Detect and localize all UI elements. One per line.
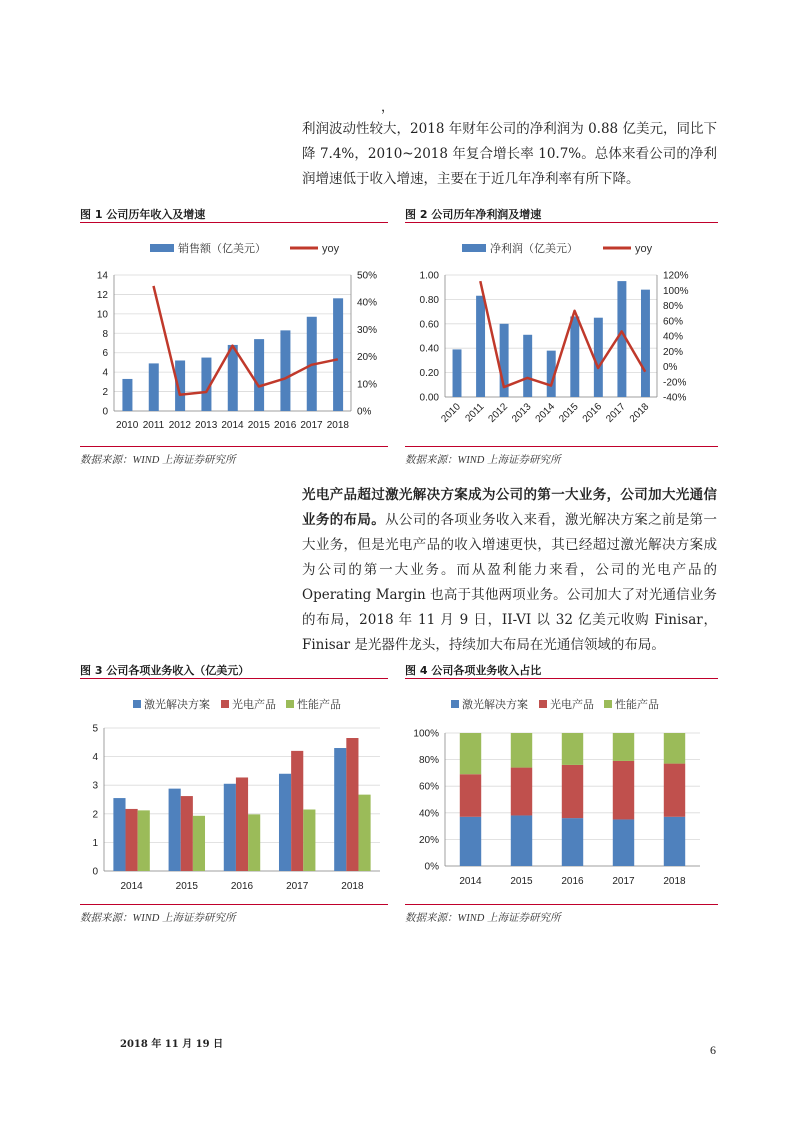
legend-swatch [133,700,141,708]
x-tick-label: 2018 [326,420,349,431]
bar-2015 [511,768,532,816]
y-tick-label: 3 [92,780,98,792]
bar-2014 [460,733,481,774]
legend-swatch [451,700,459,708]
x-tick-label: 2011 [463,401,487,425]
bar-2014 [460,817,481,866]
y-tick-label: 20% [418,834,439,846]
bar-2011 [476,296,485,397]
fig2-top-rule [405,222,718,223]
x-tick-label: 2015 [247,420,270,431]
x-tick-label: 2016 [580,401,605,425]
y2-tick-label: 100% [663,285,689,297]
y-tick-label: 0 [92,866,98,878]
paragraph-business-lead: 光电产品超过激光解决方案成为公司的第一大业务，公司加大光通信业务的布局。 [302,487,717,528]
y-tick-label: 6 [102,348,108,360]
bar-2016 [280,330,290,411]
bar-2018 [333,298,343,411]
y-tick-label: 100% [413,728,439,740]
legend-swatch [604,700,612,708]
fig3-bottom-rule [80,904,388,905]
y-tick-label: 80% [418,755,439,767]
y2-tick-label: 0% [357,406,372,418]
bar-2017 [279,774,291,871]
bar-2018 [664,817,685,866]
legend-line-label: yoy [322,243,340,255]
bar-2015 [511,815,532,866]
paragraph-net-profit: 利润波动性较大，2018 年财年公司的净利润为 0.88 亿美元，同比下降 7.4%，2010~2018 年复合增长率 10.7%。总体来看公司的净利润增速低于收入增速，主要在于近几年净利率有所下降。 [302,121,717,187]
bar-2017 [291,751,303,871]
legend-line-label: yoy [635,243,653,255]
bar-2018 [346,738,358,871]
fig1-source: 数据来源：WIND 上海证券研究所 [80,455,236,466]
bar-2018 [358,795,370,871]
fig4-bottom-rule [405,904,718,905]
x-tick-label: 2015 [175,881,198,892]
bar-2017 [303,810,315,871]
bar-2018 [664,764,685,817]
legend-swatch [221,700,229,708]
bar-2016 [562,765,583,818]
bar-2017 [613,733,634,761]
x-tick-label: 2012 [486,401,511,425]
bar-2015 [169,789,181,871]
y2-tick-label: -20% [663,377,687,389]
legend-label: 性能产品 [297,699,341,711]
bar-2016 [224,784,236,871]
y-tick-label: 12 [96,289,108,301]
bar-2015 [181,796,193,871]
bar-2014 [126,809,138,871]
bar-2018 [641,290,650,397]
x-tick-label: 2017 [300,420,323,431]
y-tick-label: 4 [92,752,98,764]
bar-2010 [453,349,462,397]
x-tick-label: 2018 [663,876,686,887]
y2-tick-label: 120% [663,270,689,282]
y-tick-label: 14 [96,270,108,282]
fig1-chart [80,228,388,440]
fig4-source: 数据来源：WIND 上海证券研究所 [405,913,561,924]
fig2-bottom-rule [405,446,718,447]
y-tick-label: 5 [92,723,98,735]
legend-label: 激光解决方案 [462,699,528,711]
bar-2015 [511,733,532,768]
fig3-title: 图 3 公司各项业务收入（亿美元） [80,664,250,677]
x-tick-label: 2017 [612,876,635,887]
y2-tick-label: 50% [357,270,378,282]
y-tick-label: 0.00 [419,392,439,404]
y-tick-label: 60% [418,781,439,793]
footer-date: 2018 年 11 月 19 日 [120,1039,224,1050]
bar-2018 [334,748,346,871]
x-tick-label: 2014 [221,420,244,431]
fig1-top-rule [80,222,388,223]
y-tick-label: 0.40 [419,343,439,355]
paragraph-business [302,483,717,658]
paragraph-business-body: 从公司的各项业务收入来看，激光解决方案之前是第一大业务，但是光电产品的收入增速更快，其已经超过激光解决方案成为公司的第一大业务。而从盈利能力来看，公司的光电产品的 Operating Margin 也高于其他两项业务。公司加大了对光通信业务的布局，2018 年 11 月 9 日，II-VI 以 32 亿美元收购 Finisar，Finisar 是光器件龙头，持续加大布局在光通信领域的布局。 [302,512,718,653]
fig1-title: 图 1 公司历年收入及增速 [80,208,206,221]
fig2-chart [405,228,718,440]
x-tick-label: 2014 [120,881,143,892]
legend-label: 光电产品 [550,699,594,711]
x-tick-label: 2014 [533,401,558,425]
fig3-chart [80,684,388,898]
fig4-title: 图 4 公司各项业务收入占比 [405,664,542,677]
bar-2014 [138,810,150,871]
y2-tick-label: -40% [663,392,687,404]
y-tick-label: 10 [96,309,108,321]
bar-2016 [248,814,260,871]
legend-swatch [539,700,547,708]
legend-bar-swatch [150,244,174,252]
fig2-title: 图 2 公司历年净利润及增速 [405,208,542,221]
x-tick-label: 2016 [561,876,584,887]
legend-label: 激光解决方案 [144,699,210,711]
bar-2014 [228,345,238,411]
x-tick-label: 2011 [142,420,165,431]
x-tick-label: 2014 [459,876,482,887]
y2-tick-label: 10% [357,379,378,391]
y-tick-label: 0.60 [419,319,439,331]
bar-2016 [236,777,248,871]
fig1-bottom-rule [80,446,388,447]
y-tick-label: 0 [102,406,108,418]
y-tick-label: 0% [424,861,439,873]
fig3-top-rule [80,678,388,679]
bar-2010 [122,379,132,411]
y-tick-label: 4 [102,367,108,379]
y2-tick-label: 30% [357,324,378,336]
bar-2016 [562,818,583,866]
bar-2016 [562,733,583,765]
y-tick-label: 0.80 [419,294,439,306]
y2-tick-label: 40% [663,331,684,343]
y-tick-label: 8 [102,328,108,340]
fig2-source: 数据来源：WIND 上海证券研究所 [405,455,561,466]
legend-bar-swatch [462,244,486,252]
bar-2016 [594,318,603,397]
x-tick-label: 2018 [627,401,652,425]
y2-tick-label: 20% [663,346,684,358]
bar-2017 [613,761,634,820]
x-tick-label: 2017 [286,881,309,892]
y-tick-label: 0.20 [419,368,439,380]
fig4-chart [405,684,718,898]
bar-2015 [254,339,264,411]
y2-tick-label: 40% [357,297,378,309]
y2-tick-label: 20% [357,352,378,364]
x-tick-label: 2018 [341,881,364,892]
x-tick-label: 2013 [195,420,218,431]
x-tick-label: 2017 [604,401,628,425]
bar-2015 [193,816,205,871]
fig3-source: 数据来源：WIND 上海证券研究所 [80,913,236,924]
y-tick-label: 2 [102,387,108,399]
legend-label: 性能产品 [615,699,659,711]
x-tick-label: 2015 [510,876,533,887]
bar-2014 [460,774,481,817]
x-tick-label: 2012 [168,420,191,431]
x-tick-label: 2016 [230,881,254,892]
y-tick-label: 1.00 [419,270,439,282]
bar-2017 [613,819,634,866]
page-number: 6 [710,1043,716,1057]
legend-label: 光电产品 [232,699,276,711]
y2-tick-label: 60% [663,316,684,328]
y-tick-label: 2 [92,809,98,821]
y2-tick-label: 80% [663,301,684,312]
legend-swatch [286,700,294,708]
bar-2015 [570,316,579,397]
fig4-top-rule [405,678,718,679]
bar-2011 [149,363,159,411]
stray-mark: ， [381,100,395,115]
x-tick-label: 2010 [116,420,139,431]
y2-tick-label: 0% [663,362,678,373]
y-tick-label: 1 [92,837,98,849]
x-tick-label: 2016 [274,420,297,431]
legend-bar-label: 净利润（亿美元） [490,243,578,255]
bar-2018 [664,733,685,764]
bar-2013 [523,335,532,397]
x-tick-label: 2013 [510,401,534,425]
legend-bar-label: 销售额（亿美元） [178,243,266,255]
y-tick-label: 40% [418,808,439,820]
x-tick-label: 2010 [439,401,463,425]
bar-2014 [113,798,125,871]
x-tick-label: 2015 [557,401,581,425]
